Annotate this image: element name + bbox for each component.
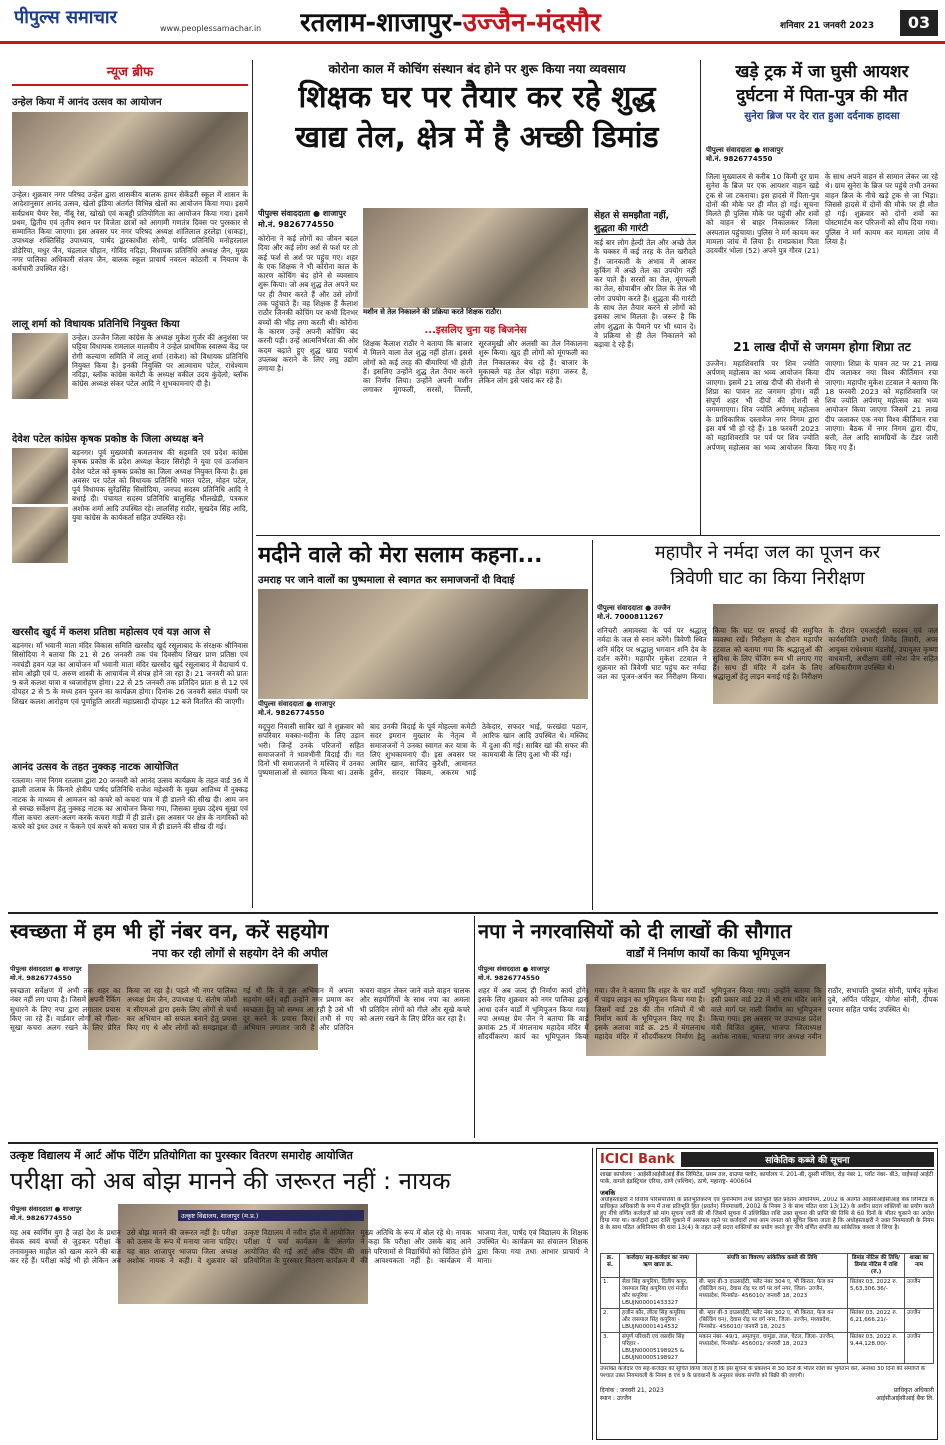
notice-signatory-org: आईसीआईसीआई बैंक लि.	[876, 1394, 934, 1402]
coaching-mobile: मो.नं. 9826774550	[258, 220, 334, 229]
brand-logo	[14, 5, 164, 35]
brief-body-3: बड़नगर। पूर्व मुख्यमंत्री कमलनाथ की सहमति एवं प्रदेश कांग्रेस कृषक प्रकोष्ठ के प्रदेश अध्यक्ष केदार सिरोही ने युवा एवं ऊर्जावान देवेश पटेल को कृषक प्रकोष्ठ का जिला अध्यक्ष नियुक्त किया है। इस अवसर पर पटेल को विधायक प्रतिनिधि भारत पटेल, मोहन पटेल, पूर्व विधायक सुरेंद्रसिंह सिसोदिया, जनपद सदस्य प्रतिनिधि आदि ने बधाई दी। पंचायत सदस्य प्रतिनिधि बालूसिंह भीलखेड़ी, पत्रकार अशोक शर्मा आदि उपस्थित रहे। लालसिंह राठौर, सुखदेव सिंह आदि, युवा कांग्रेस के कार्यकर्ता सहित उपस्थित रहे।	[72, 448, 248, 523]
narmada-byline: पीपुल्स संवाददाता ● उज्जैन	[597, 604, 671, 612]
madina-body: मदूपुरा निवासी साबिर खां ने शुक्रवार को सपरिवार मक्का-मदीना के लिए उड़ान भरी। जिन्हें उनके परिजनों सहित समाजजनों ने भावभीनी विदाई दी। गत दिनों भी समाजजनों ने मस्जिद में उनका पुष्पमालाओं से स्वागत किया था। उसके बाद उनकी विदाई के पूर्व मोहल्ला कमेटी सदर इमरान मुख्तार के नेतृत्व में समाजजनों ने उनका स्वागत कर यात्रा के लिए शुभकामनाएं दी। इस अवसर पर आमिर खान, साजिद कुरैशी, आमानत हुसैन, सरदार विक्रम, अकरम भाई ठेकेदार, सफदर भाई, फरखंदा पठान, आरिफ खान आदि उपस्थित थे। मस्जिद में दुआ की गई। साबिर खां की सफर की कामयाबी के लिए दुआ भी की गई।	[258, 722, 588, 778]
sidebox-title-b: शुद्धता की गारंटी	[594, 221, 696, 235]
col-property: संपत्ति का विवरण/ सांकेतिक कब्जे की तिथि	[697, 1254, 848, 1278]
section-title-a: रतलाम-शाजापुर-	[300, 8, 463, 38]
cell-demand: सितंबर 03, 2022 रु. 9,44,128.00/-	[848, 1333, 905, 1364]
icici-logo	[600, 1152, 675, 1167]
notice-office: शाखा कार्यालय : आईसीआईसीआई बैंक लिमिटेड, प्रथम तल, ग्राउण्ड फ्लोर, कार्यालय नं. 201-बी, दूसरी मंजिल, रोड़ नंबर 1, प्लॉट नंबर- बी3, वाईफाई आईटी पार्क, वागले इंडस्ट्रियल एरिया, ठाणे (पश्चिम), ठाणे, महाराष्ट्र- 400604	[600, 1172, 934, 1185]
coaching-sidebox	[594, 208, 696, 528]
brand-name: पीपुल्स समाचार	[14, 7, 117, 28]
story-napa	[478, 916, 938, 1138]
exam-kicker: उत्कृष्ट विद्यालय में आर्ट ऑफ पेंटिंग प्रतियोगिता का पुरस्कार वितरण समारोह आयोजित	[10, 1149, 353, 1162]
narmada-headline-2: त्रिवेणी घाट का किया निरीक्षण	[670, 568, 865, 589]
cell-demand: सितंबर 03, 2022 रु. 5,63,306.36/-	[848, 1278, 905, 1309]
napa-headline: नपा ने नगरवासियों को दी लाखों की सौगात	[478, 919, 792, 943]
brief-title-3: देवेश पटेल कांग्रेस कृषक प्रकोष्ठ के जिला अध्यक्ष बने	[12, 434, 204, 445]
napa-body: शहर में अब जल्द ही निर्माण कार्य होंगे। इसके लिए शुक्रवार को नगर पालिका द्वारा आधा दर्जन वार्डों में भूमिपूजन किया गया। नपा अध्यक्ष प्रेम जैन ने बताया कि वार्ड क्रमांक 25 में मंगलनाथ महादेव मंदिर में सौंदर्यीकरण कार्य का भूमिपूजन किया गया। जैन ने बताया कि शहर के चार वार्डों में पाइप लाइन का भूमिपूजन किया गया है। जिसमें वार्ड 28 की तीन गलियों में भी निर्माण कार्य के भूमिपूजन किए गए हैं। इसके अलावा वार्ड क्र. 25 में मंगलनाथ महादेव मंदिर में सौंदर्यीकरण निर्माण हेतु भूमिपूजन किया गया। उन्होंने बताया कि इसी प्रकार वार्ड 22 में भी राम मंदिर जाने वाले मार्ग पर नाली निर्माण का भूमिपूजन किया गया। इस अवसर पर उपाध्यक्ष प्रदेश मंत्री विजित शुक्ल, भाजपा जिलाध्यक्ष अशोक नायक, भाजपा नगर अध्यक्ष नवीन राठौर, सभापति दुष्यंत सोनी, पार्षद मुकेश दुबे, अर्पित परिहार, योगेश सोनी, दीपक परमार सहित पार्षद उपस्थित थे।	[478, 986, 938, 1042]
swachhta-body: स्वच्छता सर्वेक्षण में अभी तक शहर का नंबर नहीं लग पाया है। जिसमें अपनी रैंकिंग सुधारने के लिए नपा द्वारा लगातार प्रयास किए जा रहे हैं। वार्डवार लोगों को गीला-सूखा कचरा अलग रखने के लिए प्रेरित किया जा रहा है। पहले भी नगर पालिका अध्यक्ष प्रेम जैन, उपाध्यक्ष पं. संतोष जोशी व सीएमओ द्वारा इसके लिए लोगों से चर्चा कर अभियान को सफल बनाने हेतु प्रयास किए गए थे और लोगों को समझाइश दी गई थी कि वे इस अभियान में अपना सहयोग करें। वहीं उन्होंने नगर प्रमाण कर स्वच्छता हेतु जो सम्भव आ रही है उसे भी दूर करने के प्रयास किए। तभी से गए अभियान लगातार जारी है और प्रतिदिन कचरा वाहन लेकर जाने वाले वाहन चालक और सहयोगियों के साथ नपा का अमला भी प्रतिदिन लोगों को गीले और सूखे कचरे को अलग रखने के लिए प्रेरित कर रहा है।	[10, 986, 470, 1033]
brief-title-1: उन्हेल किया में आनंद उत्सव का आयोजन	[12, 97, 162, 108]
table-row	[601, 1309, 934, 1333]
story-exam	[10, 1148, 588, 1440]
madina-kicker: उमराह पर जाने वालों का पुष्पमाला से स्वागत कर समाजजनों दी विदाई	[258, 575, 515, 586]
notice-table-header	[601, 1254, 934, 1278]
sidebox-body: कई बार लोग हेल्दी तेल और अच्छे तेल के चक्कर में कई तरह के तेल खरीदते हैं। जानकारी के अभाव में आकर कुकिंग में अच्छे तेल का उपयोग नहीं कर पाते हैं। सरसों का तेल, मूंगफली का तेल, सोयाबीन और तिल के तेल भी लोग उपयोग करते हैं। शुद्धता की गारंटी के साथ तेल तैयार करने से लोगों को इसका लाभ मिलता है। जरूर है कि लोग शुद्धता के पैमाने पर भी ध्यान दें। वे प्रक्रिया से ही तेल निकालने को बढ़ावा दे रहे हैं।	[594, 238, 696, 350]
cell-name: सेवा सिंह कपूरिया, दिलीप कपूर, जसपाल सिंह कपूरिया एवं मंजीत कौर कपूरिया - LBUJN00001433327	[620, 1278, 697, 1309]
napa-byline: पीपुल्स संवाददाता ● शाजापुर	[478, 965, 550, 973]
truck-body: जिला मुख्यालय से करीब 10 किमी दूर ग्राम सुनेरा के ब्रिज पर एक आयशर वाहन खड़े ट्रक से जा टकराया। इस हादसे में पिता-पुत्र दोनों की मौके पर ही मौत हो गई। सूचना मिलते ही पुलिस मौके पर पहुंची और शवों को वाहन से बाहर निकालकर जिला अस्पताल पहुंचाया। पुलिस ने मर्ग कायम कर मामला जांच में लिया है। रामप्रकाश पिता उदयवीर भोला (52) अपने पुत्र गौरव (21) के साथ अपने वाहन से सामान लेकर जा रहे थे। ग्राम सुनेरा के ब्रिज पर पहुंचे तभी उनका वाहन ब्रिज के नीचे खड़े ट्रक से जा भिड़ा। जिससे हादसे में दोनों की मौके पर ही मौत हो गई। शुक्रवार को दोनों शवों का पोस्टमार्टम कर परिजनों को सौंप दिया गया। पुलिस ने मर्ग कायम कर मामला जांच में लिया है।	[706, 172, 938, 256]
story-coaching	[258, 60, 696, 530]
story-truck	[706, 60, 938, 330]
coaching-headline-2: खाद्य तेल, क्षेत्र में है अच्छी डिमांड	[295, 120, 659, 155]
coaching-kicker: कोरोना काल में कोचिंग संस्थान बंद होने पर शुरू किया नया व्यवसाय	[328, 62, 626, 76]
brief-body-2: उन्हेल। उज्जैन जिला कांग्रेस के अध्यक्ष मुकेश गुर्जर की अनुशंसा पर घट्टिया विधायक रामलाल मालवीय ने उन्हेल प्राथमिक स्वास्थ्य केंद्र पर रोगी कल्याण समिति में लालू शर्मा (राकेश) को विधायक प्रतिनिधि नियुक्त किया है। इनकी नियुक्ति पर आत्माराम पटेल, राधेश्याम नदिड़ा, ब्लॉक कांग्रेस कमेटी के अध्यक्ष वकील उदय कुंदेलो, ब्लॉक कांग्रेस अध्यक्ष संकर पटेल आदि ने शुभकामनाएं दी है।	[72, 333, 248, 389]
truck-headline-1: खड़े ट्रक में जा घुसी आयशर	[735, 62, 909, 82]
madina-mobile: मो.नं. 9826774550	[258, 709, 325, 717]
cell-no: 2.	[601, 1309, 620, 1333]
brief-body-1: उन्हेल। शुक्रवार नगर परिषद उन्हेल द्वारा शासकीय बालक हायर सेकेंडरी स्कूल में शासन के आदेशानुसार आनंद उत्सव, खेलो इंडिया अंतर्गत विभिन्न खेलों का आयोजन किया गया। इसमें सर्वप्रथम चैयर रेस, नींबू रेस, खोखो एवं कबड्डी प्रतियोगिता का आयोजन किया गया। इसमें प्रथम, द्वितीय एवं तृतीय स्थान पर विजेता छात्रों को आगामी गणतंत्र दिवस पर पुरस्कार से सम्मानित किया जाएगा। इस अवसर पर नगर परिषद अध्यक्ष शांतिलाल हरलेड़ा (धाकड़), उपाध्यक्ष शक्तिसिंह उपाध्याय, पार्षद द्वारकाधीश सोनी, पार्षद प्रतिनिधि मनोहरलाल डोडेरिया, मधुर जैन, चंद्रलाल चौहान, गोविंद नदिड़ा, विधायक प्रतिनिधि अध्यक्ष जैन, मुख्य नगर पालिका अधिकारी संजय जैन, बालक स्कूल प्राचार्य नवरत्न कोठारी व नियतम के कर्मचारी उपस्थित रहे।	[12, 190, 248, 274]
napa-mobile: मो.नं. 9826774550	[478, 974, 540, 982]
notice-intro: अधोहस्ताक्षरी ने वित्तीय परिसंपत्तियों के प्रतिभूतिकरण एवं पुनर्निर्माण तथा प्रतिभूति हित प्रवर्तन अधिनियम, 2002 के अंतर्गत आईसीआईसीआई बैंक लिमिटेड के प्राधिकृत अधिकारी के रूप में तथा प्रतिभूति हित (प्रवर्तन) नियमावली, 2002 के नियम 3 के साथ पठित धारा 13(12) के अधीन प्रदत्त शक्तियों का प्रयोग करते हुए नीचे वर्णित कर्जदारों को मांग सूचना जारी की थी जिसमें सूचना में उल्लिखित राशि उक्त सूचना की प्राप्ति की तिथि से 60 दिनों के भीतर चुकाने का आदेश दिया गया था। कर्जदारों द्वारा राशि चुकाने में असफल रहने पर कर्जदारों तथा आम जनता को सूचित किया जाता है कि अधोहस्ताक्षरी ने उक्त नियमावली के नियम 8 के साथ पठित अधिनियम की धारा 13(4) के तहत उन्हें प्रदत्त शक्तियों का प्रयोग करते हुए नीचे वर्णित संपत्ति का सांकेतिक कब्जा ले लिया है।	[600, 1197, 934, 1231]
brief-portrait-2	[12, 333, 68, 399]
cell-property: बी. म्हार बी-3 दाउसाईटी, फ्लैट नंबर 304 ए, भी किरात, फेज वन (बिल्डिंग वन), देवास रोड़ पर वर्ग पर वर्ग नगर, जिला- उज्जैन, मध्यप्रदेश, पिनकोड- 456010/ जनवरी 18, 2023	[697, 1278, 848, 1309]
section-title-b: उज्जैन-मंदसौर	[462, 8, 601, 38]
brief-title-2: लालू शर्मा को विधायक प्रतिनिधि नियुक्त किया	[12, 319, 180, 330]
cell-demand: सितंबर 03, 2022 रु. 6,21,666.21/-	[848, 1309, 905, 1333]
notice-place: स्थान : उज्जैन	[600, 1394, 632, 1402]
table-row	[601, 1278, 934, 1309]
cell-name: हजीन कौर, लीला सिंह कपूरिया और जसपाल सिंह कपूरिया - LBUJN00001414532	[620, 1309, 697, 1333]
cell-branch: उज्जैन	[905, 1309, 934, 1333]
cell-property: बी. म्हार बी-3 दाउसाईटी, फ्लैट नंबर 302 ए, भी किरात, फेज वन (बिल्डिंग वन), देवास रोड़ पर वर्ग नगर, जिला- उज्जैन, मध्यप्रदेश, पिनकोड- 456010/ जनवरी 18, 2023	[697, 1309, 848, 1333]
truck-byline: पीपुल्स संवाददाता ● शाजापुर	[706, 146, 784, 154]
story-deepotsav	[706, 338, 938, 533]
deepotsav-headline: 21 लाख दीपों से जगमग होगा शिप्रा तट	[733, 340, 911, 354]
truck-kicker: सुनेरा ब्रिज पर देर रात हुआ दर्दनाक हादसा	[744, 111, 900, 122]
truck-mobile: मो.नं. 9826774550	[706, 155, 773, 163]
cell-no: 3.	[601, 1333, 620, 1364]
brief-body-4: बड़नगर। माँ भवानी माता मंदिर विकास समिति खरसौद खुर्द रसूलाबाद के संरक्षक श्रीनिवास सिसोदिया ने बताया कि 21 से 26 जनवरी तक पंच दिवसीय शिखर प्राण प्रतिष्ठा एवं नवचंडी हवन यज्ञ का आयोजन माँ भवानी माता मंदिर खरसौद खुर्द रसूलाबाद में वैदाचार्य पं. सोम ओझी एवं पं. अरुण शास्त्री के आचार्यत्व में संपन्न होने जा रहा है। 21 जनवरी को प्रातः 9 बजे कलश यात्रा व ध्वजारोहण होगा। 22 से 25 जनवरी तक प्रतिदिन प्रातः 8 से 12 एवं दोपहर 2 से 5 के मध्य हवन पूजन का कार्यक्रम होगा। दिनांक 26 जनवरी बसंत पंचमी पर शिखर कलश आरोहण एवं पूर्णाहुति आरती महाप्रसादी दोपहर 12 बजे वितरित की जाएगी।	[12, 641, 248, 706]
brief-body-5: रतलाम। नगर निगम रतलाम द्वारा 20 जनवरी को आनंद उत्सव कार्यक्रम के तहत वार्ड 36 में झाली तालाब के किनारे क्षेत्रीय पार्षद प्रतिनिधि राजेश महेश्वरी के मुख्य आतिथ्य में नुक्कड़ नाटक के माध्यम से आमजन को कचरे को कचरा पात्र में ही डालने की सीख दी। आम जन से स्वच्छ सर्वेक्षण हेतु नुक्कड़ नाटक का आयोजन किया गया, जिसका मुख्य उद्देश्य सूखा एवं गीला कचरा अलग-अलग करके कचरा गाड़ी में ही डालें। इस अवसर पर क्षेत्र के नागरिकों को कचरे को इधर उधर न फेंकने एवं कचरे को कचरा पात्र में ही डालने की सीख दी गई।	[12, 776, 248, 832]
cell-no: 1.	[601, 1278, 620, 1309]
brief-title-5: आनंद उत्सव के तहत नुक्कड़ नाटक आयोजित	[12, 762, 179, 773]
col-borrower: कर्जदार/ सह-कर्जदार का नाम/ ऋण खाता क्र.	[620, 1254, 697, 1278]
truck-headline-2: दुर्घटना में पिता-पुत्र की मौत	[736, 86, 908, 106]
coaching-body-2: शिक्षक कैलाश राठौर ने बताया कि बाजार में मिलने वाला तेल शुद्ध नहीं होता। इससे लोगों को कई तरह की बीमारियां भी होती हैं। इसलिए उन्होंने शुद्ध तेल तैयार करने का निर्णय लिया। उन्होंने अपनी मशीन लगाकर मूंगफली, सरसों, तिल्ली, सूरजमुखी और अलसी का तेल निकालना शुरू किया। खुद ही लोगों को मूंगफली का तेल निकालकर बेच रहे हैं। बाजार के मुकाबले यह तेल थोड़ा महंगा जरूर है, लेकिन लोग इसे पसंद कर रहे हैं।	[363, 339, 588, 395]
exam-headline: परीक्षा को अब बोझ मानने की जरूरत नहीं : नायक	[10, 1167, 451, 1195]
exam-byline: पीपुल्स संवाददाता ● शाजापुर	[10, 1205, 82, 1213]
coaching-photo-caption: मशीन से तेल निकालने की प्रक्रिया करते शिक्षक राठौर।	[363, 308, 502, 316]
notice-table	[600, 1253, 934, 1364]
section-title	[300, 3, 660, 39]
coaching-headline-1: शिक्षक घर पर तैयार कर रहे शुद्ध	[298, 80, 656, 115]
website: www.peoplessamachar.in	[160, 24, 262, 33]
narmada-body: शनिचरी अमावस्या के पर्व पर श्रद्धालु नर्मदा के जल से स्नान करेंगे। त्रिवेणी स्थित शनि मंदिर पर श्रद्धालु भगवान शनि देव के दर्शन करेंगे। महापौर मुकेश टटवाल ने शुक्रवार को त्रिवेणी घाट पहुंच कर नर्मदा जल का पूजन-अर्चन कर निरीक्षण किया। किया कि घाट पर सफाई की समुचित व्यवस्था रखें। निरीक्षण के दौरान महापौर टटवाल को बताया गया कि श्रद्धालुओं की सुविधा के लिए चेंजिंग रूम भी लगाए गए हैं। साथ ही मंदिर में दर्शन के लिए श्रद्धालुओं हेतु लाइन बनाई गई है। निरीक्षण के दौरान एमआईसी सदस्य एवं जल कार्यसमिति प्रभारी शिवेंद्र तिवारी, अपर आयुक्त राधेश्याम मंडलोई, उपायुक्त कृष्णा वाधवानी, अधीक्षण यंत्री नरेश जैन सहित अधिकारीगण उपस्थित थे।	[597, 626, 938, 682]
news-brief-label: न्यूज ब्रीफ	[12, 62, 248, 86]
notice-footer: उपरोक्त कर्जदार एवं सह-कर्जदार को सूचित किया जाता है कि इस सूचना के प्रकाशन से 30 दिनों के भीतर राशि का भुगतान करें, अन्यथा 30 दिनों की समाप्ति के पश्चात उक्त नियमावली के नियम 8 एवं 9 के प्रावधानों के अनुसार बंधक संपत्ति को बिक्री की जाएगी।	[600, 1366, 926, 1379]
notice-signatory: प्राधिकृत अधिकारी	[893, 1387, 934, 1394]
col-sno: क्र. सं.	[601, 1254, 620, 1278]
deepotsav-body: उज्जैन। महाशिवरात्रि पर शिव ज्योति अर्पणम् महोत्सव का भव्य आयोजन किया जाएगा। इसमें 21 लाख दीपों की रोशनी से शिप्रा का पावन तट जगमग होगा। वहीं संपूर्ण शहर भी दीपों की रोशनी से जगमगाएगा। शिव ज्योति अर्पणम् महोत्सव के प्राधिकारिक दस्तावेज नगर निगम द्वारा इस वर्ष भी हो रहे हैं। 18 फरवरी 2023 को महाशिवरात्रि पर पर्व पर शिव ज्योति अर्पणम् महोत्सव का भव्य आयोजन किया जाएगा। शिप्रा के पावन तट पर 21 लाख दीप जलाकर नया विश्व कीर्तिमान रचा जाएगा। महापौर मुकेश टटवाल ने बताया कि 18 फरवरी 2023 को महाशिवरात्रि पर शिव ज्योति अर्पणम् महोत्सव का भव्य आयोजन किया जाएगा जिसमें 21 लाख दीप जलाकर एक नया विश्व कीर्तिमान रचा जाएगा। बैठक में नगर निगम द्वारा दीप, बत्ती, तेल आदि सामग्रियों के टेंडर जारी किए गए हैं।	[706, 359, 938, 452]
page-number: 03	[900, 10, 938, 36]
cell-name: संपूर्ण परिवारी एवं जसवीर सिंह परिहार - LBUJN00005198925 & LBUJN00005198927	[620, 1333, 697, 1364]
masthead	[0, 0, 945, 44]
story-swachhta	[10, 916, 470, 1138]
swachhta-byline: पीपुल्स संवाददाता ● शाजापुर	[10, 965, 82, 973]
notice-title: सांकेतिक कब्जे की सूचना	[681, 1152, 934, 1167]
coaching-photo	[363, 208, 588, 318]
col-demand: डिमांड नोटिस की तिथि/ डिमांड नोटिस में राशि (रु.)	[848, 1254, 905, 1278]
sidebox-title-a: सेहत से समझौता नहीं,	[594, 211, 670, 221]
brief-title-4: खरसौद खुर्द में कलश प्रतिष्ठा महोत्सव एवं यज्ञ आज से	[12, 627, 211, 638]
narmada-mobile: मो.नं. 7000811267	[597, 613, 664, 621]
madina-photo	[258, 589, 588, 699]
madina-headline: मदीने वाले को मेरा सलाम कहना...	[258, 543, 543, 568]
issue-date: शनिवार 21 जनवरी 2023	[780, 21, 875, 31]
coaching-subhead: ...इसलिए चुना यह बिजनेस	[424, 325, 527, 336]
col-branch: शाखा का नाम	[905, 1254, 934, 1278]
cell-branch: उज्जैन	[905, 1278, 934, 1309]
notice-date: दिनांक : जनवरी 21, 2023	[600, 1387, 664, 1394]
cell-property: मकान नंबर- 49/1, अमृतपुरा, चामुंडा, ताल, चेटल, जिला- उज्जैन, मध्यप्रदेश, पिनकोड- 456001/ जनवरी 18, 2023	[697, 1333, 848, 1364]
madina-byline: पीपुल्स संवाददाता ● शाजापुर	[258, 700, 336, 708]
exam-banner: उत्कृष्ट विद्यालय, शाजापुर (म.प्र.)	[178, 1210, 364, 1221]
coaching-body-1: कोरोना ने कई लोगों का जीवन बदल दिया और कई लोग अर्श से फर्श पर तो कई फर्श से अर्श पर पहुंच गए। शहर के एक शिक्षक ने भी कोरोना काल के कारण कोचिंग बंद होने से व्यवसाय शुरू किया। जो अब शुद्ध तेल अपने घर पर ही तैयार करते हैं और उसे लोगों तक पहुंचाते हैं। वह शिक्षक हैं कैलाश राठौर जिनकी कोचिंग पर कभी दिनभर बच्चों की भीड़ लगा करती थी। कोरोना के कारण उन्हें अपनी कोचिंग बंद करनी पड़ी। उन्हें आत्मनिर्भरता की ओर कदम बढ़ाते हुए शुद्ध खाद्य पदार्थ उपलब्ध कराने के लिए लघु उद्योग लगाया है।	[258, 234, 358, 374]
brief-portrait-3b	[12, 507, 68, 563]
exam-body: यह अब स्वर्णिम युग है जहां देश के प्रधान सेवक स्वयं बच्चों से जुड़कर परीक्षा के तनावमुक्त माहौल को खत्म करने की बात कर रहे हैं। परीक्षा कोई भी हो लेकिन अब उसे बोझ मानने की जरूरत नहीं है। परीक्षा को उत्सव के रूप में मनाया जाना चाहिए। यह बात शाजापुर भाजपा जिला अध्यक्ष अशोक नायक ने कही। वे शुक्रवार को उत्कृष्ट विद्यालय में नवीन हॉल में आयोजित परीक्षा पे चर्चा कार्यक्रम के अंतर्गत आयोजित की गई आर्ट ऑफ पेंटिंग की प्रतियोगिता के पुरस्कार वितरण कार्यक्रम में मुख्य अतिथि के रूप में बोल रहे थे। नायक ने कहा कि परीक्षा और उसके बाद आने वाले परिणामों से विद्यार्थियों को चिंतित होने की आवश्यकता नहीं है। कार्यक्रम में भाजपा नेता, पार्षद एवं विद्यालय के शिक्षक उपस्थित थे। कार्यक्रम का संचालन शिक्षक द्वारा किया गया तथा आभार प्राचार्य ने माना।	[10, 1228, 588, 1265]
story-madina	[258, 540, 588, 910]
exam-mobile: मो.नं. 9826774550	[10, 1214, 72, 1222]
swachhta-mobile: मो.नं. 9826774550	[10, 974, 72, 982]
coaching-byline: पीपुल्स संवाददाता ● शाजापुर	[258, 209, 347, 218]
cell-branch: उज्जैन	[905, 1333, 934, 1364]
napa-kicker: वार्डों में निर्माण कार्यों का किया भूमिपूजन	[626, 947, 790, 960]
swachhta-headline: स्वच्छता में हम भी हों नंबर वन, करें सहयोग	[10, 919, 329, 943]
narmada-headline-1: महापौर ने नर्मदा जल का पूजन कर	[654, 542, 881, 563]
icici-bank-name: ICICI Bank	[600, 1152, 675, 1167]
brief-portrait-3a	[12, 448, 68, 504]
news-brief-column	[12, 62, 248, 907]
swachhta-kicker: नपा कर रही लोगों से सहयोग देने की अपील	[152, 947, 328, 960]
brief-photo-1	[12, 112, 248, 186]
story-narmada	[597, 540, 938, 910]
icici-notice	[596, 1148, 938, 1440]
table-row	[601, 1333, 934, 1364]
notice-lead: जबकि	[600, 1189, 616, 1197]
